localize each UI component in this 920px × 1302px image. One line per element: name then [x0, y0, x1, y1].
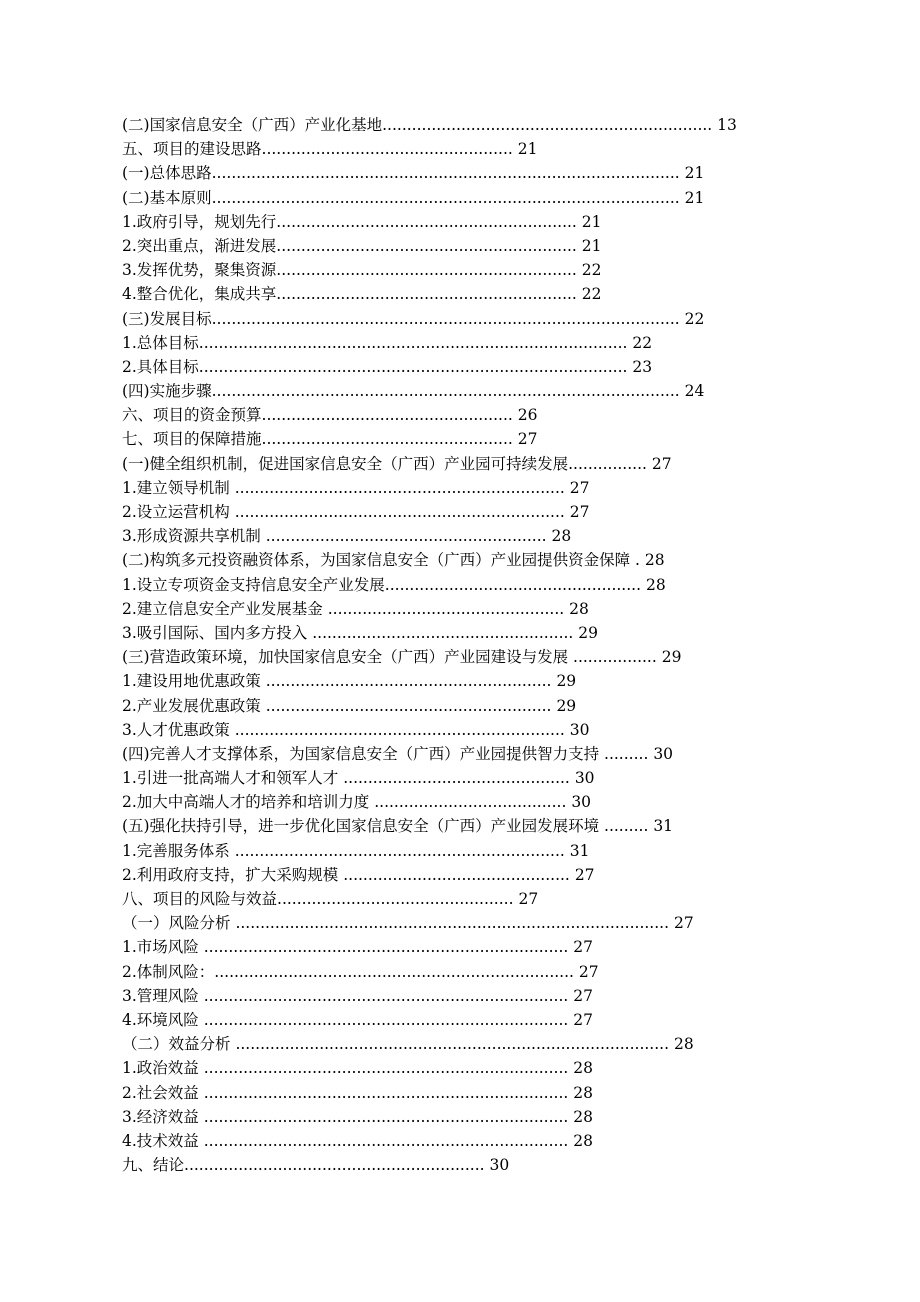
toc-entry[interactable]	[122, 911, 782, 935]
toc-dot-leader: .............................................................	[276, 261, 577, 280]
toc-entry[interactable]	[122, 113, 782, 137]
toc-page-number: 28	[673, 1035, 694, 1054]
toc-entry[interactable]	[122, 524, 782, 548]
toc-entry[interactable]	[122, 1056, 782, 1080]
toc-dot-leader: .........	[604, 744, 649, 763]
toc-entry[interactable]	[122, 1153, 782, 1177]
toc-entry-title: 4.技术效益	[122, 1131, 204, 1150]
table-of-contents	[122, 113, 782, 1177]
toc-entry-title: 1.政治效益	[122, 1059, 204, 1078]
toc-dot-leader: ..........................................................................	[203, 1059, 569, 1078]
toc-entry[interactable]	[122, 1008, 782, 1032]
toc-entry-title: 1.建立领导机制	[122, 478, 235, 497]
toc-entry-title: 3.经济效益	[122, 1107, 204, 1126]
toc-page-number: 21	[581, 236, 602, 255]
toc-page-number: 31	[569, 841, 590, 860]
toc-entry[interactable]	[122, 790, 782, 814]
toc-page-number: 22	[581, 285, 602, 304]
toc-page-number: 21	[684, 164, 705, 183]
toc-dot-leader: ........................................................................................	[235, 914, 670, 933]
toc-entry-title: 4.整合优化，集成共享	[122, 285, 277, 304]
toc-entry[interactable]	[122, 500, 782, 524]
toc-dot-leader: ........................................................................................	[235, 1035, 670, 1054]
toc-dot-leader: ..........................................................................	[203, 1131, 569, 1150]
toc-page-number: 27	[569, 503, 590, 521]
toc-page-number: 24	[684, 382, 705, 401]
toc-entry-title: 1.完善服务体系	[122, 841, 235, 860]
toc-entry-title: 2.体制风险：	[122, 962, 215, 981]
toc-entry[interactable]	[122, 427, 782, 451]
toc-page-number: 27	[651, 454, 672, 473]
toc-entry-title: 五、项目的建设思路	[122, 140, 262, 159]
toc-dot-leader: ..........................................................................	[203, 938, 569, 957]
toc-page-number: 21	[581, 212, 602, 231]
toc-entry-title: 3.形成资源共享机制	[122, 527, 266, 546]
toc-page-number: 21	[684, 188, 705, 207]
toc-page-number: 30	[569, 720, 590, 739]
toc-page-number: 29	[556, 672, 577, 691]
toc-entry[interactable]	[122, 1129, 782, 1153]
toc-entry-title: 1.总体目标	[122, 333, 199, 352]
toc-entry[interactable]	[122, 935, 782, 959]
toc-page-number: 22	[632, 333, 653, 352]
toc-entry-title: 2.突出重点，渐进发展	[122, 236, 277, 255]
toc-dot-leader: ..........................................................................	[203, 986, 569, 1005]
toc-entry-title: 1.建设用地优惠政策	[122, 672, 266, 691]
toc-dot-leader: ................................................	[277, 890, 514, 908]
toc-page-number: 28	[644, 551, 665, 570]
toc-entry-title: 3.人才优惠政策	[122, 720, 235, 739]
toc-entry-title: (二)基本原则	[122, 188, 212, 207]
toc-entry[interactable]	[122, 379, 782, 403]
toc-entry-title: （一）风险分析	[122, 914, 236, 933]
toc-dot-leader: .............................................................	[276, 285, 577, 304]
toc-entry[interactable]	[122, 1032, 782, 1056]
toc-page-number: 27	[573, 938, 593, 957]
toc-dot-leader: .............................................................	[184, 1156, 485, 1175]
toc-page-number: 28	[573, 1083, 593, 1102]
toc-dot-leader: .......................................................................................	[198, 333, 628, 352]
toc-dot-leader: .............................................................	[276, 236, 577, 255]
toc-entry[interactable]	[122, 476, 782, 500]
toc-page-number: 28	[551, 527, 572, 546]
toc-entry[interactable]	[122, 403, 782, 427]
toc-entry[interactable]	[122, 186, 782, 210]
toc-entry[interactable]	[122, 597, 782, 621]
toc-page-number: 30	[574, 769, 595, 788]
toc-entry-title: 2.建立信息安全产业发展基金	[122, 599, 328, 618]
toc-page-number: 27	[578, 962, 599, 981]
toc-entry[interactable]	[122, 137, 782, 161]
toc-dot-leader: ..............................................	[343, 865, 570, 884]
toc-page-number: 31	[653, 817, 674, 836]
toc-entry[interactable]	[122, 452, 782, 476]
toc-page-number: 27	[517, 430, 538, 449]
toc-dot-leader: ..........................................................................	[203, 1107, 569, 1126]
toc-dot-leader: .......................................................................................	[198, 357, 628, 376]
toc-page-number: 30	[489, 1156, 510, 1175]
toc-entry-title: 2.加大中高端人才的培养和培训力度	[122, 793, 375, 812]
toc-page-number: 22	[684, 309, 705, 328]
toc-entry[interactable]	[122, 694, 782, 718]
toc-entry-title: (二)国家信息安全（广西）产业化基地	[122, 116, 383, 134]
toc-dot-leader: ...............................................................................................	[211, 164, 680, 183]
toc-page-number: 27	[569, 478, 590, 497]
toc-entry-title: 六、项目的资金预算	[122, 406, 262, 425]
toc-entry[interactable]	[122, 1105, 782, 1129]
toc-dot-leader: ...................................................	[261, 140, 513, 159]
toc-dot-leader: ...................................................................	[234, 503, 565, 521]
toc-dot-leader: ................	[568, 454, 647, 473]
toc-page-number: 27	[573, 1010, 593, 1029]
toc-entry-title: 3.管理风险	[122, 986, 204, 1005]
toc-entry-title: 七、项目的保障措施	[122, 430, 262, 449]
toc-entry-title: 4.环境风险	[122, 1010, 204, 1029]
toc-entry[interactable]	[122, 645, 782, 669]
toc-page-number: 13	[717, 116, 737, 134]
toc-page-number: 27	[673, 914, 694, 933]
toc-dot-leader: ..........................................................	[265, 696, 552, 715]
toc-dot-leader: .......................................	[374, 793, 567, 812]
toc-entry-title: 1.政府引导，规划先行	[122, 212, 277, 231]
toc-entry[interactable]	[122, 355, 782, 379]
toc-page-number: 22	[581, 261, 602, 280]
toc-entry[interactable]	[122, 573, 782, 597]
toc-entry[interactable]	[122, 863, 782, 887]
toc-entry[interactable]	[122, 1081, 782, 1105]
toc-dot-leader: ..........................................................................	[203, 1083, 569, 1102]
toc-page-number: 27	[573, 986, 593, 1005]
toc-entry-title: （二）效益分析	[122, 1035, 236, 1054]
toc-entry[interactable]	[122, 210, 782, 234]
toc-page-number: 28	[573, 1059, 593, 1078]
toc-entry-title: (一)总体思路	[122, 164, 212, 183]
toc-entry-title: (四)完善人才支撑体系，为国家信息安全（广西）产业园提供智力支持	[122, 744, 605, 763]
toc-page-number: 21	[517, 140, 538, 159]
toc-dot-leader: ...................................................................	[234, 841, 565, 860]
toc-entry[interactable]	[122, 161, 782, 185]
toc-dot-leader: ...................................................................	[234, 720, 565, 739]
toc-entry-title: 八、项目的风险与效益	[122, 890, 278, 908]
toc-entry-title: (二)构筑多元投资融资体系，为国家信息安全（广西）产业园提供资金保障	[122, 551, 636, 570]
toc-entry[interactable]	[122, 814, 782, 838]
toc-page-number: 29	[661, 648, 682, 667]
toc-dot-leader: ................................................	[327, 599, 565, 618]
toc-dot-leader: ..........................................................	[265, 672, 552, 691]
toc-entry-title: 3.发挥优势，聚集资源	[122, 261, 277, 280]
toc-dot-leader: .................	[573, 648, 657, 667]
toc-entry-title: (四)实施步骤	[122, 382, 212, 401]
toc-dot-leader: ..........................................................................	[203, 1010, 569, 1029]
toc-dot-leader: .........................................................................	[214, 962, 574, 981]
toc-dot-leader: .	[635, 551, 640, 570]
toc-entry-title: 2.利用政府支持，扩大采购规模	[122, 865, 344, 884]
toc-entry-title: (一)健全组织机制，促进国家信息安全（广西）产业园可持续发展	[122, 454, 569, 473]
toc-entry-title: 2.产业发展优惠政策	[122, 696, 266, 715]
toc-entry-title: 2.具体目标	[122, 357, 199, 376]
toc-dot-leader: ...................................................................	[382, 116, 713, 134]
toc-entry[interactable]	[122, 234, 782, 258]
toc-dot-leader: .............................................................	[276, 212, 577, 231]
toc-page-number: 23	[632, 357, 653, 376]
toc-page-number: 30	[571, 793, 592, 812]
toc-entry-title: (三)营造政策环境，加快国家信息安全（广西）产业园建设与发展	[122, 648, 574, 667]
toc-page-number: 28	[645, 575, 666, 594]
toc-entry-title: 1.设立专项资金支持信息安全产业发展	[122, 575, 385, 594]
toc-dot-leader: ..............................................	[343, 769, 570, 788]
toc-dot-leader: ....................................................	[384, 575, 642, 594]
toc-dot-leader: ...................................................................	[234, 478, 565, 497]
toc-entry-title: 1.引进一批高端人才和领军人才	[122, 769, 344, 788]
toc-entry[interactable]	[122, 839, 782, 863]
toc-entry[interactable]	[122, 621, 782, 645]
toc-entry-title: 九、结论	[122, 1156, 185, 1175]
toc-page-number: 28	[573, 1131, 593, 1150]
toc-entry-title: 2.设立运营机构	[122, 503, 235, 521]
toc-entry-title: (三)发展目标	[122, 309, 212, 328]
toc-entry-title: 2.社会效益	[122, 1083, 204, 1102]
toc-dot-leader: ...............................................................................................	[211, 382, 680, 401]
toc-entry[interactable]	[122, 282, 782, 306]
toc-entry[interactable]	[122, 258, 782, 282]
toc-dot-leader: .........................................................	[265, 527, 547, 546]
toc-page-number: 27	[574, 865, 595, 884]
toc-entry[interactable]	[122, 548, 782, 572]
toc-entry[interactable]	[122, 960, 782, 984]
toc-entry[interactable]	[122, 887, 782, 911]
toc-entry[interactable]	[122, 984, 782, 1008]
toc-dot-leader: .....................................................	[312, 623, 574, 642]
toc-entry[interactable]	[122, 669, 782, 693]
toc-page-number: 27	[518, 890, 539, 908]
toc-entry-title: (五)强化扶持引导，进一步优化国家信息安全（广西）产业园发展环境	[122, 817, 605, 836]
toc-entry[interactable]	[122, 718, 782, 742]
toc-page-number: 28	[569, 599, 589, 618]
toc-page-number: 26	[517, 406, 538, 425]
toc-page-number: 29	[556, 696, 577, 715]
toc-entry[interactable]	[122, 307, 782, 331]
toc-page-number: 29	[578, 623, 599, 642]
toc-entry[interactable]	[122, 766, 782, 790]
toc-page-number: 30	[653, 744, 674, 763]
toc-entry-title: 3.吸引国际、国内多方投入	[122, 623, 313, 642]
toc-dot-leader: ...................................................	[261, 430, 513, 449]
toc-dot-leader: ...............................................................................................	[211, 188, 680, 207]
toc-dot-leader: .........	[604, 817, 649, 836]
toc-entry[interactable]	[122, 331, 782, 355]
toc-dot-leader: ...............................................................................................	[211, 309, 680, 328]
toc-entry[interactable]	[122, 742, 782, 766]
toc-entry-title: 1.市场风险	[122, 938, 204, 957]
toc-page-number: 28	[573, 1107, 593, 1126]
toc-dot-leader: ...................................................	[261, 406, 513, 425]
